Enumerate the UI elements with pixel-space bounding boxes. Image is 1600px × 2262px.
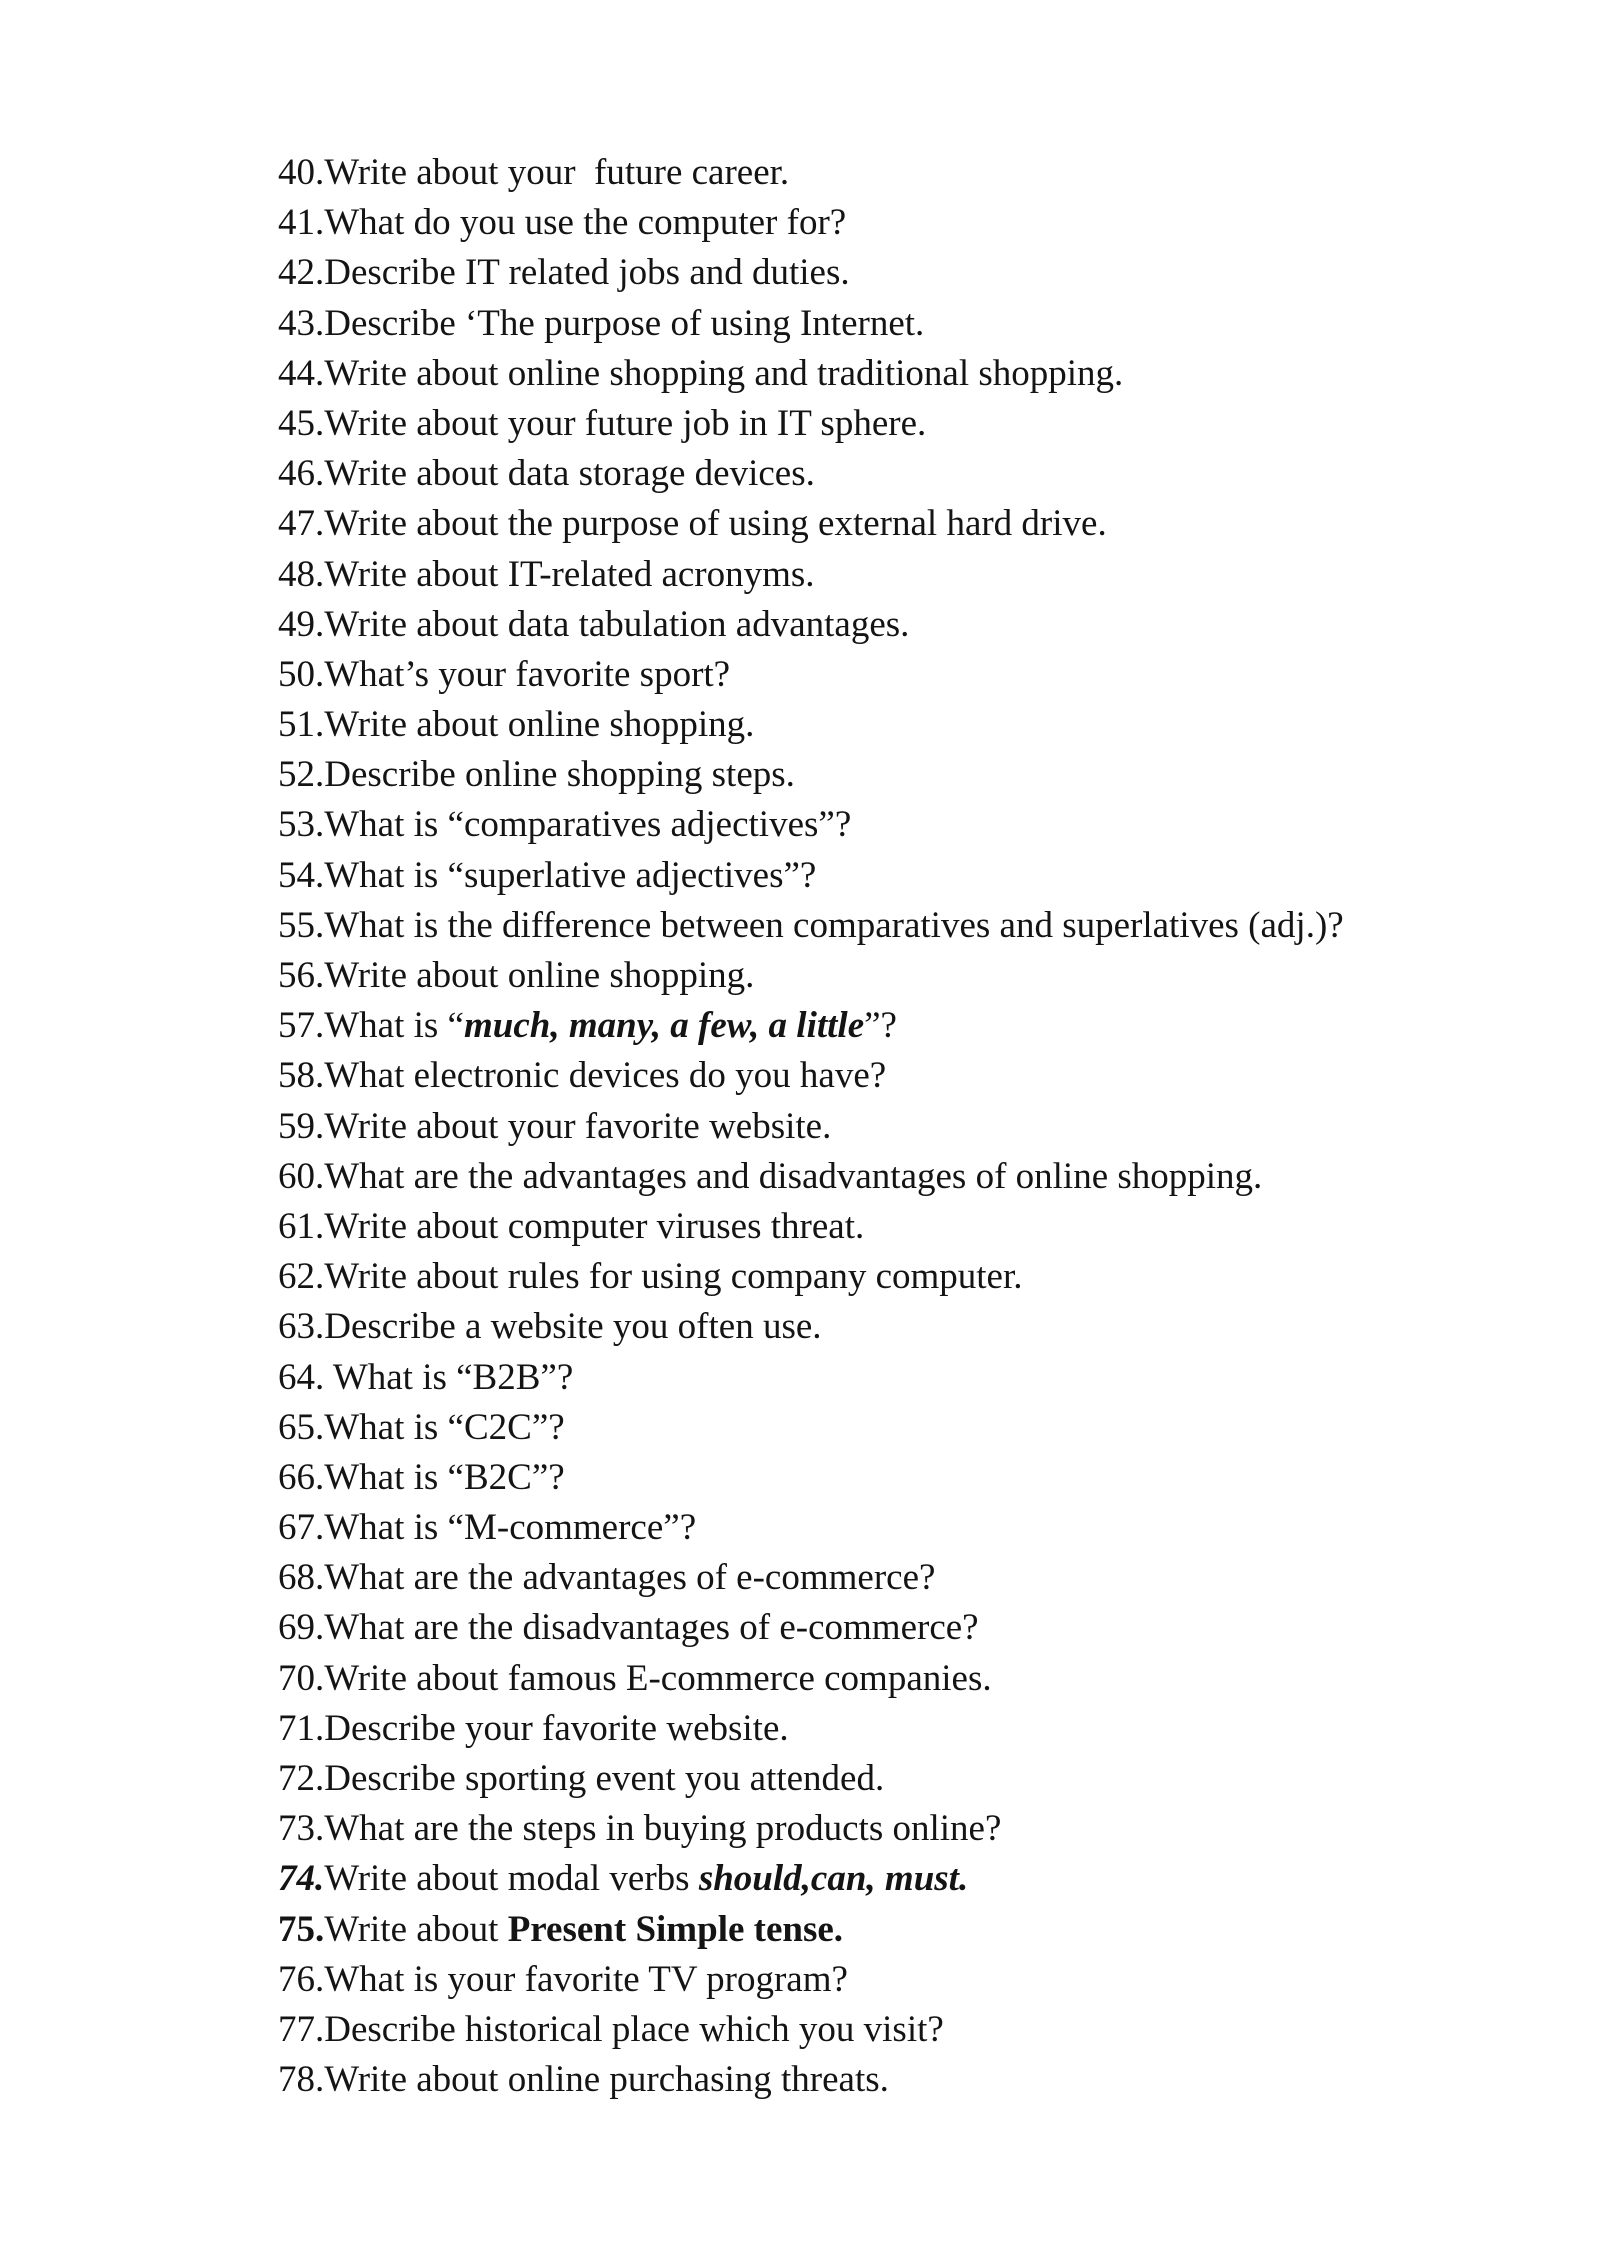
question-text: Write about data storage devices. bbox=[324, 453, 815, 495]
question-text: Write about rules for using company computer. bbox=[324, 1256, 1023, 1298]
question-number: 66. bbox=[278, 1456, 325, 1498]
question-number: 47. bbox=[278, 503, 325, 545]
question-number: 40. bbox=[278, 152, 325, 193]
question-text: What are the steps in buying products online? bbox=[324, 1808, 1002, 1850]
question-item bbox=[278, 901, 1478, 951]
question-number: 76. bbox=[278, 1958, 325, 2000]
question-number: 53. bbox=[278, 804, 325, 846]
question-number: 77. bbox=[278, 2008, 325, 2050]
question-text: Write about the purpose of using external hard drive. bbox=[324, 503, 1107, 545]
question-text: What is the difference between comparatives and superlatives (adj.)? bbox=[324, 904, 1344, 946]
question-item bbox=[278, 851, 1478, 901]
question-text: Write about your future career. bbox=[324, 152, 790, 193]
question-text: Describe historical place which you visit? bbox=[324, 2008, 944, 2050]
question-text: What is “superlative adjectives”? bbox=[324, 854, 817, 896]
question-text: What is “M-commerce”? bbox=[324, 1507, 697, 1549]
question-text: What is “B2C”? bbox=[324, 1456, 565, 1498]
question-text: Write about famous E-commerce companies. bbox=[324, 1657, 992, 1699]
question-text: What do you use the computer for? bbox=[324, 202, 847, 244]
question-number: 73. bbox=[278, 1808, 325, 1850]
question-text: What is “ bbox=[324, 1005, 464, 1047]
question-number: 57. bbox=[278, 1005, 325, 1047]
question-number: 71. bbox=[278, 1707, 325, 1749]
question-number: 43. bbox=[278, 302, 325, 344]
question-text: What are the advantages of e-commerce? bbox=[324, 1557, 936, 1599]
question-item bbox=[278, 1001, 1478, 1051]
question-item bbox=[278, 248, 1478, 298]
question-text: What’s your favorite sport? bbox=[324, 653, 731, 695]
question-item bbox=[278, 550, 1478, 600]
question-item bbox=[278, 299, 1478, 349]
question-text: What electronic devices do you have? bbox=[324, 1055, 887, 1097]
question-number: 74. bbox=[278, 1858, 325, 1900]
question-number: 59. bbox=[278, 1105, 325, 1147]
question-text: Describe IT related jobs and duties. bbox=[324, 252, 850, 294]
question-item bbox=[278, 1102, 1478, 1152]
question-item bbox=[278, 1955, 1478, 2005]
question-text: Write about modal verbs bbox=[324, 1858, 699, 1900]
question-number: 62. bbox=[278, 1256, 325, 1298]
question-list bbox=[278, 148, 1478, 2105]
question-number: 51. bbox=[278, 704, 325, 746]
question-text: Describe your favorite website. bbox=[324, 1707, 789, 1749]
question-number: 65. bbox=[278, 1406, 325, 1448]
question-item bbox=[278, 499, 1478, 549]
question-item bbox=[278, 2055, 1478, 2105]
question-item bbox=[278, 198, 1478, 248]
question-item bbox=[278, 951, 1478, 1001]
question-number: 67. bbox=[278, 1507, 325, 1549]
question-item bbox=[278, 1252, 1478, 1302]
question-text: What are the disadvantages of e-commerce? bbox=[324, 1607, 979, 1649]
question-number: 44. bbox=[278, 352, 325, 394]
question-text: Write about online shopping and traditional shopping. bbox=[324, 352, 1124, 394]
question-item bbox=[278, 1202, 1478, 1252]
question-item bbox=[278, 2005, 1478, 2055]
question-item bbox=[278, 700, 1478, 750]
question-item bbox=[278, 1051, 1478, 1101]
question-text: Describe ‘The purpose of using Internet. bbox=[324, 302, 925, 344]
question-text: Write about IT-related acronyms. bbox=[324, 553, 815, 595]
question-text: Write about online shopping. bbox=[324, 704, 755, 746]
question-item bbox=[278, 349, 1478, 399]
question-number: 45. bbox=[278, 402, 325, 444]
question-text: Present Simple tense. bbox=[507, 1908, 844, 1950]
question-number: 54. bbox=[278, 854, 325, 896]
question-text: Write about online shopping. bbox=[324, 955, 755, 996]
question-text: Describe a website you often use. bbox=[324, 1306, 822, 1348]
question-number: 72. bbox=[278, 1758, 325, 1799]
question-text: Describe online shopping steps. bbox=[324, 754, 795, 796]
question-item bbox=[278, 1302, 1478, 1352]
question-item bbox=[278, 449, 1478, 499]
question-item bbox=[278, 1503, 1478, 1553]
question-text: Describe sporting event you attended. bbox=[324, 1758, 885, 1799]
question-item bbox=[278, 1754, 1478, 1804]
question-text: Write about bbox=[324, 1908, 508, 1950]
question-number: 55. bbox=[278, 904, 325, 946]
question-number: 50. bbox=[278, 653, 325, 695]
question-item bbox=[278, 1905, 1478, 1955]
question-text: Write about data tabulation advantages. bbox=[324, 603, 910, 645]
question-text: Write about online purchasing threats. bbox=[324, 2059, 889, 2101]
question-number: 46. bbox=[278, 453, 325, 495]
question-number: 41. bbox=[278, 202, 325, 244]
question-text: What is “C2C”? bbox=[324, 1406, 565, 1448]
question-item bbox=[278, 1854, 1478, 1904]
question-text: ”? bbox=[864, 1005, 897, 1047]
question-item bbox=[278, 148, 1478, 198]
question-number: 64. bbox=[278, 1356, 325, 1398]
question-number: 69. bbox=[278, 1607, 325, 1649]
question-item bbox=[278, 1152, 1478, 1202]
question-number: 75. bbox=[278, 1908, 325, 1950]
question-number: 58. bbox=[278, 1055, 325, 1097]
question-text: What are the advantages and disadvantages of online shopping. bbox=[324, 1155, 1263, 1197]
question-item bbox=[278, 399, 1478, 449]
question-number: 78. bbox=[278, 2059, 325, 2101]
question-item bbox=[278, 1654, 1478, 1704]
question-text: Write about computer viruses threat. bbox=[324, 1205, 865, 1247]
question-item bbox=[278, 800, 1478, 850]
question-item bbox=[278, 1553, 1478, 1603]
question-number: 56. bbox=[278, 955, 325, 996]
question-number: 68. bbox=[278, 1557, 325, 1599]
question-number: 61. bbox=[278, 1205, 325, 1247]
question-number: 60. bbox=[278, 1155, 325, 1197]
question-item bbox=[278, 750, 1478, 800]
question-text: What is your favorite TV program? bbox=[324, 1958, 848, 2000]
question-item bbox=[278, 600, 1478, 650]
question-item bbox=[278, 1403, 1478, 1453]
question-text: What is “B2B”? bbox=[324, 1356, 574, 1398]
question-item bbox=[278, 650, 1478, 700]
question-item bbox=[278, 1804, 1478, 1854]
question-number: 70. bbox=[278, 1657, 325, 1699]
question-number: 63. bbox=[278, 1306, 325, 1348]
question-number: 42. bbox=[278, 252, 325, 294]
question-item bbox=[278, 1603, 1478, 1653]
question-number: 48. bbox=[278, 553, 325, 595]
question-number: 49. bbox=[278, 603, 325, 645]
question-text: should,can, must. bbox=[698, 1858, 969, 1900]
question-item bbox=[278, 1453, 1478, 1503]
question-item bbox=[278, 1704, 1478, 1754]
question-text: Write about your future job in IT sphere. bbox=[324, 402, 927, 444]
question-text: What is “comparatives adjectives”? bbox=[324, 804, 852, 846]
question-text: much, many, a few, a little bbox=[463, 1005, 865, 1047]
question-item bbox=[278, 1353, 1478, 1403]
question-text: Write about your favorite website. bbox=[324, 1105, 832, 1147]
question-number: 52. bbox=[278, 754, 325, 796]
